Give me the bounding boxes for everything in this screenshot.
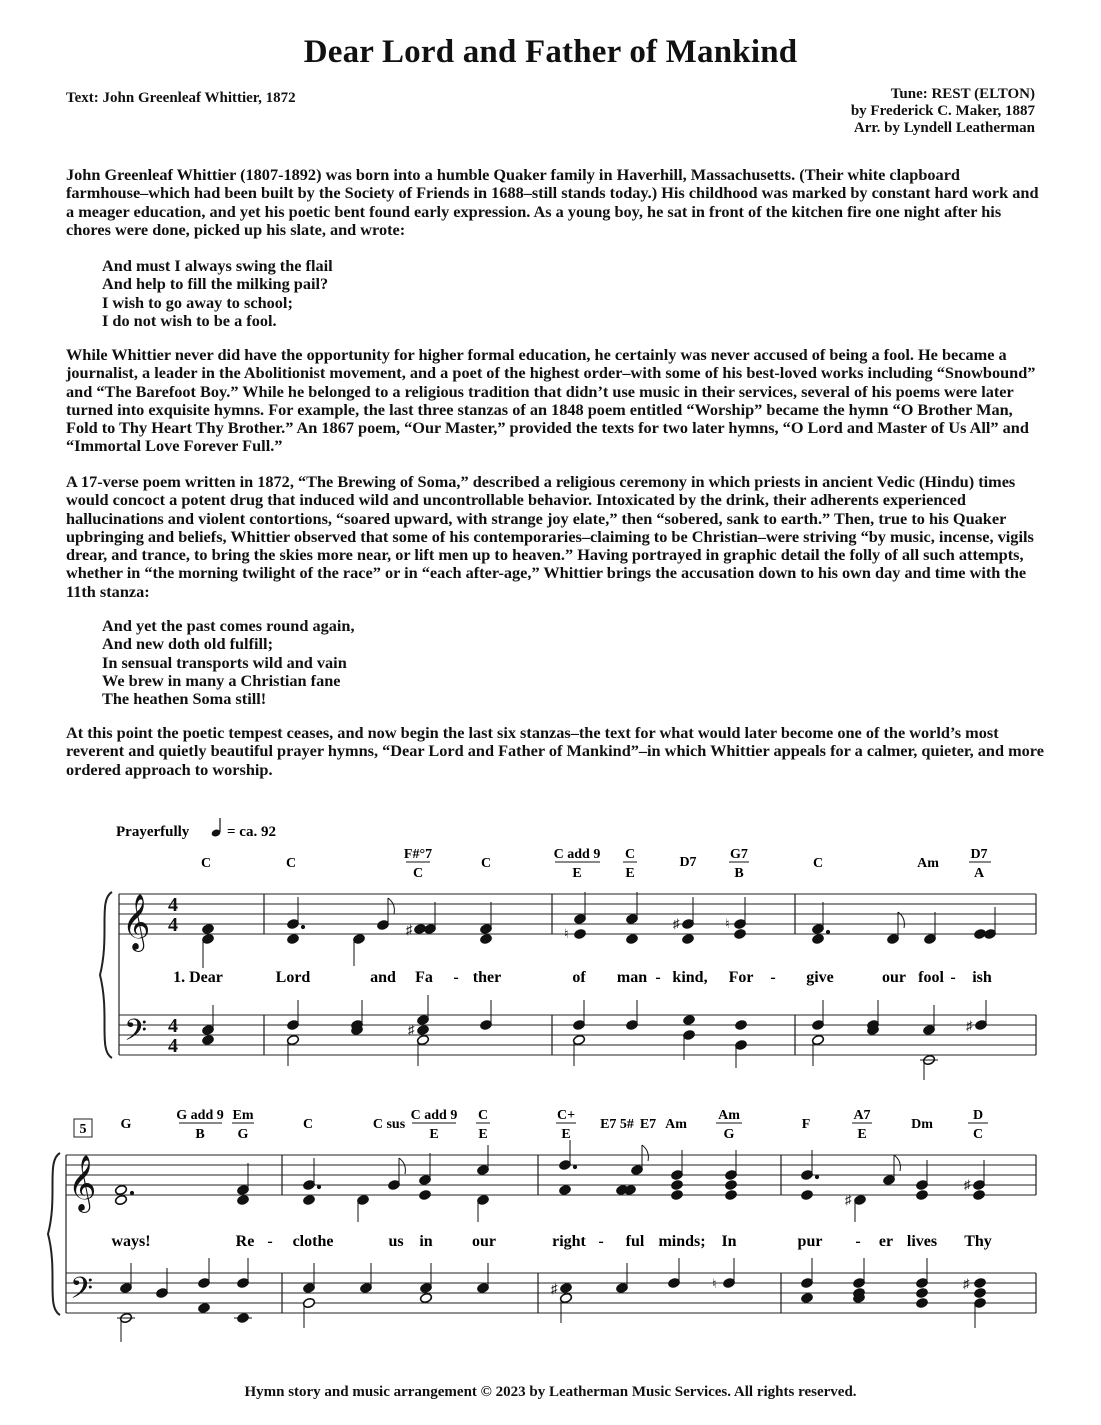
copyright-footer: Hymn story and music arrangement © 2023 by Leatherman Music Services. All rights reserved. [244, 1384, 857, 1400]
lyric-syllable: and [370, 969, 396, 986]
poem-line: The heathen Soma still! [102, 689, 267, 709]
svg-text:♯: ♯ [551, 1281, 558, 1296]
chord-symbol: E7 5# [600, 1117, 634, 1132]
poem-line: I do not wish to be a fool. [102, 310, 277, 330]
tempo-value: = ca. 92 [227, 824, 276, 840]
bass-notes [117, 1258, 987, 1342]
lyric-hyphen: - [655, 969, 661, 986]
lyric-syllable: er [878, 1233, 894, 1250]
text-credit: Text: John Greenleaf Whittier, 1872 [66, 90, 296, 106]
chord-bass: E [572, 866, 582, 881]
lyric-syllable: our [882, 969, 906, 986]
svg-text:♯: ♯ [408, 1022, 415, 1037]
time-signature-top: 4 [168, 1015, 178, 1037]
svg-text:♯: ♯ [673, 916, 680, 931]
chord-symbol: C+ [556, 1108, 576, 1123]
brace [48, 1153, 60, 1315]
lyric-syllable: lives [906, 1233, 938, 1250]
poem-line: And must I always swing the flail [102, 256, 333, 275]
lyric-syllable: in [419, 1233, 433, 1250]
lyric-syllable: 1. Dear [173, 969, 223, 986]
chord-symbol: D7 [970, 847, 988, 862]
treble-clef-icon: 𝄞 [122, 896, 151, 949]
chord-bass: E [429, 1127, 439, 1142]
lyric-syllable: Thy [964, 1233, 992, 1250]
chord-bass: G [237, 1127, 249, 1142]
lyric-syllable: For [728, 969, 754, 986]
lyric-syllable: Re [235, 1233, 255, 1250]
lyric-hyphen: - [598, 1233, 604, 1250]
chord-symbol: C sus [372, 1117, 406, 1132]
bass-clef-icon: 𝄢 [124, 1014, 148, 1054]
time-signature-bottom: 4 [168, 1035, 178, 1057]
chord-symbol: Am [718, 1108, 740, 1123]
chord-symbol: C add 9 [410, 1108, 458, 1123]
chord-symbol: C [285, 856, 297, 871]
lyric-hyphen: - [770, 969, 776, 986]
lyric-syllable: minds; [658, 1233, 706, 1250]
chord-symbol: Am [665, 1117, 687, 1132]
lyric-hyphen: - [855, 1233, 861, 1250]
poem-line: In sensual transports wild and vain [102, 652, 347, 672]
lyric-syllable: Lord [275, 969, 311, 986]
lyric-syllable: ther [472, 969, 502, 986]
chord-bass: E [478, 1127, 488, 1142]
chord-symbol: F#°7 [403, 847, 433, 862]
chord-symbol: C add 9 [553, 847, 601, 862]
chord-bass: C [412, 866, 424, 881]
story-paragraph-2: While Whittier never did have the opportunity for higher formal education, he certainly was never accused of being a fool. He became a journalist, a leader in the Abolitionist movement, and a poet of the highest order–with some of his best-loved works including “Snowbound” and “The Barefoot Boy.” While he belonged to a religious tradition that didn’t use music in their services, several of his poems were later turned into exquisite hymns. For example, the last three stanzas of an 1848 poem entitled “Worship” became the hymn “O Brother Man, Fold to Thy Heart Thy Brother.” An 1867 poem, “Our Master,” provided the texts for two later hymns, “O Lord and Master of Us All” and “Immortal Love Forever Full.” [66, 345, 1036, 456]
lyric-syllable: ways! [111, 1233, 151, 1250]
svg-text:♯: ♯ [966, 1018, 973, 1033]
composer-credit: by Frederick C. Maker, 1887 [850, 103, 1035, 119]
chord-symbol: G [120, 1117, 132, 1132]
tempo-marking: Prayerfully [116, 824, 190, 840]
story-paragraph-1: John Greenleaf Whittier (1807-1892) was born into a humble Quaker family in Haverhill, Massachusetts. (Their white clapboard farmhouse–which had been built by the Society of Friends in 1688–still stands today.) His childhood was marked by constant hard work and a meager education, and yet his poetic bent found early expression. As a young boy, he sat in front of the kitchen fire one night after his chores were done, picked up his slate, and wrote: [66, 165, 1039, 239]
lyric-syllable: In [721, 1233, 737, 1250]
bass-clef-icon: 𝄢 [70, 1272, 94, 1312]
lyric-syllable: fool [918, 969, 944, 986]
measure-number: 5 [79, 1122, 87, 1137]
lyric-hyphen: - [950, 969, 956, 986]
svg-text:♮: ♮ [564, 926, 569, 941]
poem-line: And new doth old fulfill; [102, 634, 273, 654]
bass-notes [201, 995, 987, 1080]
chord-symbol: G add 9 [176, 1108, 224, 1123]
poem-line: We brew in many a Christian fane [102, 670, 341, 690]
lyric-syllable: our [472, 1233, 496, 1250]
chord-symbol: Em [232, 1108, 254, 1123]
chord-symbol: F [801, 1117, 811, 1132]
chord-bass: B [195, 1127, 205, 1142]
lyric-syllable: of [572, 969, 586, 986]
chord-bass: B [734, 866, 744, 881]
chord-symbol: G7 [730, 847, 748, 862]
system-2 [48, 1108, 1036, 1342]
chord-symbol: C [302, 1117, 314, 1132]
chord-symbol: C [624, 847, 636, 862]
lyric-syllable: clothe [292, 1233, 334, 1250]
poem-line: And yet the past comes round again, [102, 616, 355, 635]
system-1 [100, 847, 1036, 1080]
svg-text:♯: ♯ [845, 1192, 852, 1207]
lyric-syllable: pur [797, 1233, 823, 1250]
svg-text:♮: ♮ [712, 1276, 717, 1291]
chord-symbol: A7 [853, 1108, 871, 1123]
chord-symbol: D [972, 1108, 984, 1123]
chord-bass: A [973, 866, 985, 881]
chord-symbol: Am [917, 856, 939, 871]
chord-bass: G [723, 1127, 735, 1142]
svg-text:♯: ♯ [963, 1276, 970, 1291]
chord-symbol: E7 [639, 1117, 657, 1132]
page-title: Dear Lord and Father of Mankind [303, 34, 798, 70]
treble-notes [201, 892, 996, 968]
arranger-credit: Arr. by Lyndell Leatherman [853, 120, 1035, 136]
lyric-syllable: ish [972, 969, 992, 986]
treble-notes [114, 1140, 985, 1222]
lyric-syllable: Fa [415, 969, 433, 986]
lyric-hyphen: - [267, 1233, 273, 1250]
poem-line: And help to fill the milking pail? [102, 274, 329, 294]
chord-symbol: D7 [679, 855, 697, 870]
story-paragraph-4: At this point the poetic tempest ceases, and now begin the last six stanzas–the text for what would later become one of the world’s most reverent and quietly beautiful prayer hymns, “Dear Lord and Father of Mankind”–in which Whittier appeals for a calmer, quieter, and more ordered approach to worship. [66, 723, 1044, 779]
svg-text:♮: ♮ [725, 916, 730, 931]
svg-text:♯: ♯ [964, 1177, 971, 1192]
chord-bass: E [561, 1127, 571, 1142]
chord-bass: E [857, 1127, 867, 1142]
lyric-syllable: give [806, 969, 834, 986]
treble-staff [66, 1155, 1036, 1195]
lyric-syllable: us [388, 1233, 404, 1250]
chord-bass: C [972, 1127, 984, 1142]
brace [100, 892, 112, 1058]
chord-symbol: C [200, 856, 212, 871]
lyric-syllable: kind, [672, 969, 708, 986]
story-paragraph-3: A 17-verse poem written in 1872, “The Brewing of Soma,” described a religious ceremony in which priests in ancient Vedic (Hindu) times would concoct a potent drug that induced wild and uncontrollable behavior. Intoxicated by the drink, their adherents experienced hallucinations and violent contortions, “soared upward, with strange joy elate,” then “sobered, sank to earth.” Then, true to his Quaker upbringing and beliefs, Whittier observed that some of his contemporaries–claiming to be Christian–were striving “by music, incense, vigils drear, and trance, to bring the skies more near, or lift men up to heaven.” Having portrayed in graphic detail the folly of all such attempts, whether in “the morning twilight of the race” or in “each after-age,” Whittier brings the accusation down to his own day and time with the 11th stanza: [66, 472, 1034, 601]
lyric-syllable: ful [625, 1233, 645, 1250]
poem-line: I wish to go away to school; [102, 292, 293, 312]
treble-clef-icon: 𝄞 [68, 1157, 97, 1210]
lyric-hyphen: - [453, 969, 459, 986]
svg-text:♯: ♯ [406, 922, 413, 937]
tune-name: Tune: REST (ELTON) [890, 86, 1035, 102]
quarter-note-icon [211, 818, 222, 838]
time-signature-top: 4 [168, 894, 178, 916]
chord-bass: E [625, 866, 635, 881]
chord-symbol: C [812, 856, 824, 871]
chord-symbol: C [477, 1108, 489, 1123]
time-signature-bottom: 4 [168, 914, 178, 936]
lyric-syllable: man [616, 969, 648, 986]
chord-symbol: C [480, 856, 492, 871]
lyric-syllable: right [552, 1233, 586, 1250]
chord-symbol: Dm [911, 1117, 933, 1132]
